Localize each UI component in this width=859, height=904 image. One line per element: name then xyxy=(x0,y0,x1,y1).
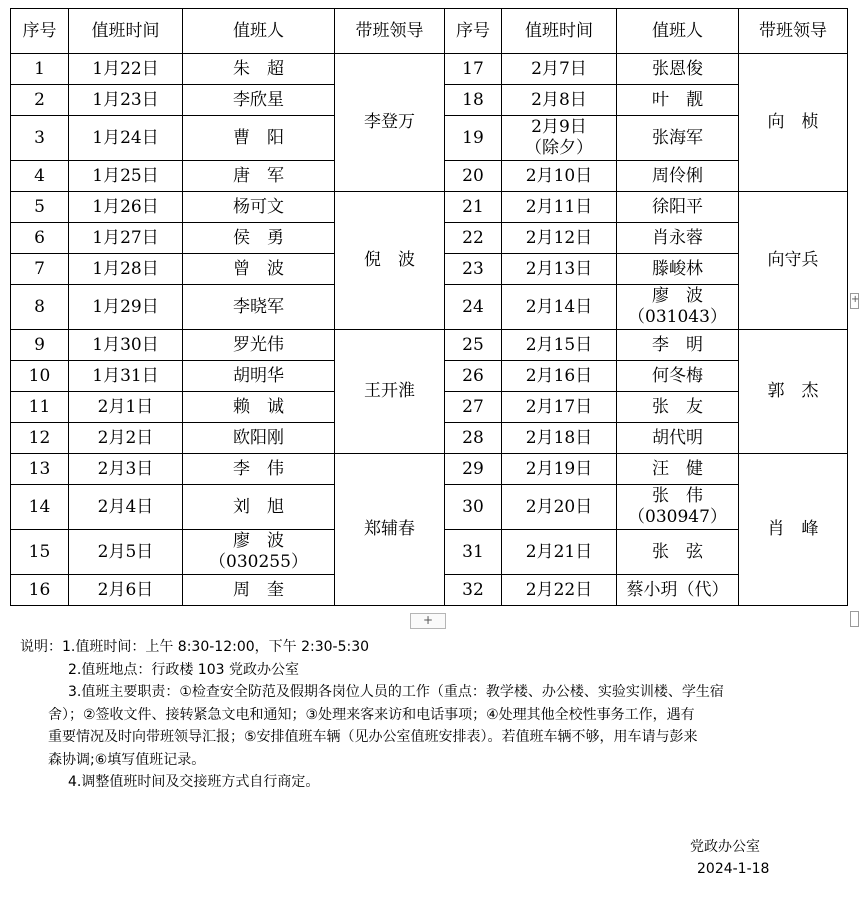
left-no-cell-text: 10 xyxy=(28,365,51,386)
left-leader-cell-text: 郑辅春 xyxy=(364,519,415,539)
right-no-cell-text: 23 xyxy=(462,258,484,279)
left-leader-cell xyxy=(335,54,445,192)
left-person-cell-text: 廖 波 xyxy=(233,531,284,551)
left-no-cell xyxy=(11,85,69,116)
left-date-cell-text: 2月1日 xyxy=(97,396,154,417)
right-person-cell xyxy=(617,54,739,85)
right-no-cell-text: 22 xyxy=(462,227,484,248)
table-row xyxy=(11,454,848,485)
left-no-cell-text: 2 xyxy=(34,89,45,110)
right-person-cell xyxy=(617,85,739,116)
right-date-cell xyxy=(502,530,617,575)
right-person-cell xyxy=(617,254,739,285)
right-no-cell xyxy=(445,485,502,530)
right-date-cell-text: 2月11日 xyxy=(525,196,593,217)
left-date-cell-text: 2月3日 xyxy=(97,458,154,479)
left-no-cell-text: 5 xyxy=(34,196,45,217)
left-date-cell-text: 1月23日 xyxy=(92,89,159,110)
right-person-cell xyxy=(617,575,739,606)
right-person-cell-text: 周伶俐 xyxy=(652,165,703,186)
right-date-cell-text: 2月22日 xyxy=(525,579,593,600)
left-person-cell-text: 杨可文 xyxy=(233,196,284,217)
header-time-right: 值班时间 xyxy=(502,9,617,54)
left-person-cell xyxy=(183,423,335,454)
right-person-cell xyxy=(617,361,739,392)
right-no-cell xyxy=(445,85,502,116)
right-date-cell-text: 2月17日 xyxy=(525,396,593,417)
header-no-right: 序号 xyxy=(445,9,502,54)
right-no-cell xyxy=(445,330,502,361)
left-no-cell xyxy=(11,254,69,285)
left-date-cell xyxy=(69,223,183,254)
right-person-cell-text: 蔡小玥（代） xyxy=(626,579,729,600)
left-person-cell xyxy=(183,330,335,361)
note-3-line-3: 重要情况及时向带班领导汇报；⑤安排值班车辆（见办公室值班安排表）。若值班车辆不够，用车请与彭来 xyxy=(48,729,698,745)
signature-office: 党政办公室 xyxy=(690,839,760,855)
right-date-cell xyxy=(502,161,617,192)
left-leader-cell-text: 李登万 xyxy=(364,112,415,132)
right-person-cell-text-2: （030947） xyxy=(628,507,727,527)
right-date-cell xyxy=(502,254,617,285)
header-leader-left: 带班领导 xyxy=(335,9,445,54)
left-no-cell-text: 3 xyxy=(34,127,45,148)
right-no-cell-text: 26 xyxy=(462,365,484,386)
left-person-cell xyxy=(183,285,335,330)
left-no-cell xyxy=(11,223,69,254)
right-person-cell-text: 肖永蓉 xyxy=(652,227,703,248)
left-person-cell-text: 李欣星 xyxy=(233,89,284,110)
right-date-cell-text: 2月16日 xyxy=(525,365,593,386)
left-no-cell-text: 15 xyxy=(28,541,51,562)
left-person-cell-text: 李 伟 xyxy=(233,458,284,479)
left-person-cell xyxy=(183,85,335,116)
right-no-cell-text: 19 xyxy=(462,127,484,148)
right-person-cell xyxy=(617,530,739,575)
left-date-cell xyxy=(69,575,183,606)
right-date-cell xyxy=(502,485,617,530)
right-date-cell xyxy=(502,223,617,254)
header-leader-right: 带班领导 xyxy=(739,9,848,54)
right-date-cell-text: 2月14日 xyxy=(525,296,593,317)
right-person-cell xyxy=(617,161,739,192)
left-person-cell-text: 李晓军 xyxy=(233,296,284,317)
table-row xyxy=(11,192,848,223)
left-person-cell xyxy=(183,485,335,530)
left-date-cell xyxy=(69,530,183,575)
right-no-cell xyxy=(445,454,502,485)
left-no-cell xyxy=(11,485,69,530)
note-2: 2.值班地点：行政楼 103 党政办公室 xyxy=(68,661,299,678)
left-no-cell-text: 12 xyxy=(28,427,51,448)
right-person-cell-text: 徐阳平 xyxy=(652,196,703,217)
right-leader-cell xyxy=(739,192,848,330)
right-leader-cell-text: 向守兵 xyxy=(767,250,819,270)
left-date-cell-text: 1月31日 xyxy=(92,365,159,386)
right-person-cell-text: 汪 健 xyxy=(652,458,703,479)
right-no-cell xyxy=(445,192,502,223)
left-leader-cell xyxy=(335,454,445,606)
left-date-cell-text: 2月5日 xyxy=(97,541,154,562)
right-date-cell xyxy=(502,116,617,161)
note-4: 4.调整值班时间及交接班方式自行商定。 xyxy=(68,774,320,790)
left-date-cell-text: 1月28日 xyxy=(92,258,159,279)
right-person-cell xyxy=(617,330,739,361)
left-date-cell-text: 1月30日 xyxy=(92,334,159,355)
right-person-cell-text: 张 伟 xyxy=(652,486,703,506)
left-leader-cell xyxy=(335,192,445,330)
left-no-cell xyxy=(11,392,69,423)
table-edge-handle[interactable] xyxy=(850,611,859,627)
left-person-cell xyxy=(183,161,335,192)
table-header-row xyxy=(11,9,848,54)
left-no-cell-text: 11 xyxy=(28,396,51,417)
right-person-cell xyxy=(617,285,739,330)
right-leader-cell xyxy=(739,54,848,192)
right-no-cell-text: 31 xyxy=(462,541,484,562)
right-no-cell xyxy=(445,530,502,575)
left-person-cell xyxy=(183,530,335,575)
table-row xyxy=(11,54,848,85)
left-no-cell-text: 8 xyxy=(34,296,45,317)
left-leader-cell xyxy=(335,330,445,454)
left-person-cell xyxy=(183,54,335,85)
right-no-cell-text: 30 xyxy=(462,496,484,517)
right-no-cell-text: 32 xyxy=(462,579,484,600)
right-leader-cell-text: 肖 峰 xyxy=(767,519,819,539)
left-leader-cell-text: 王开淮 xyxy=(364,381,415,401)
right-leader-cell-text: 向 桢 xyxy=(767,112,819,132)
left-date-cell-text: 1月24日 xyxy=(92,127,159,148)
left-date-cell xyxy=(69,485,183,530)
left-date-cell xyxy=(69,392,183,423)
left-person-cell-text-2: （030255） xyxy=(209,552,308,572)
right-person-cell-text: 滕峻林 xyxy=(652,258,703,279)
left-date-cell xyxy=(69,454,183,485)
left-date-cell-text: 2月6日 xyxy=(97,579,154,600)
right-no-cell xyxy=(445,254,502,285)
right-no-cell xyxy=(445,423,502,454)
right-date-cell-text: 2月20日 xyxy=(525,496,593,517)
left-person-cell-text: 朱 超 xyxy=(233,58,284,79)
right-person-cell xyxy=(617,485,739,530)
right-date-cell-text: 2月18日 xyxy=(525,427,593,448)
note-3-line-2: 舍）；②签收文件、接转紧急文电和通知；③处理来客来访和电话事项；④处理其他全校性事务工作，遇有 xyxy=(48,706,695,723)
left-no-cell-text: 1 xyxy=(34,58,45,79)
right-leader-cell xyxy=(739,330,848,454)
left-date-cell xyxy=(69,423,183,454)
right-no-cell xyxy=(445,392,502,423)
left-date-cell xyxy=(69,85,183,116)
right-person-cell-text: 叶 靓 xyxy=(652,89,703,110)
left-person-cell xyxy=(183,454,335,485)
right-no-cell xyxy=(445,116,502,161)
right-person-cell xyxy=(617,454,739,485)
right-date-cell-text: 2月7日 xyxy=(531,58,587,79)
left-date-cell xyxy=(69,361,183,392)
right-person-cell-text: 廖 波 xyxy=(652,286,703,306)
left-date-cell xyxy=(69,116,183,161)
left-person-cell-text: 曾 波 xyxy=(233,258,284,279)
notes-section xyxy=(20,636,856,794)
left-person-cell xyxy=(183,254,335,285)
left-person-cell xyxy=(183,192,335,223)
right-date-cell xyxy=(502,392,617,423)
left-date-cell-text: 1月27日 xyxy=(92,227,159,248)
table-row xyxy=(11,330,848,361)
left-person-cell-text: 罗光伟 xyxy=(233,334,284,355)
right-no-cell-text: 20 xyxy=(462,165,484,186)
right-leader-cell xyxy=(739,454,848,606)
right-no-cell xyxy=(445,223,502,254)
left-date-cell xyxy=(69,192,183,223)
right-date-cell xyxy=(502,454,617,485)
right-date-cell xyxy=(502,192,617,223)
right-no-cell-text: 17 xyxy=(462,58,484,79)
right-date-cell-text: 2月10日 xyxy=(525,165,593,186)
left-person-cell xyxy=(183,116,335,161)
right-date-cell xyxy=(502,423,617,454)
header-no-left: 序号 xyxy=(11,9,69,54)
note-3-line-1: 3.值班主要职责：①检查安全防范及假期各岗位人员的工作（重点：教学楼、办公楼、实验实训楼、学生宿 xyxy=(68,684,724,700)
left-date-cell-text: 2月4日 xyxy=(97,496,154,517)
right-person-cell xyxy=(617,223,739,254)
right-date-cell xyxy=(502,575,617,606)
right-no-cell xyxy=(445,575,502,606)
right-date-cell-text: 2月21日 xyxy=(525,541,593,562)
right-date-cell-text: 2月12日 xyxy=(525,227,593,248)
left-no-cell-text: 16 xyxy=(28,579,51,600)
left-date-cell-text: 1月22日 xyxy=(92,58,159,79)
right-date-cell-text: 2月9日 xyxy=(531,117,587,137)
left-leader-cell-text: 倪 波 xyxy=(364,250,415,270)
left-person-cell-text: 刘 旭 xyxy=(233,496,284,517)
right-no-cell-text: 28 xyxy=(462,427,484,448)
right-date-cell xyxy=(502,54,617,85)
left-person-cell-text: 胡明华 xyxy=(233,365,284,386)
right-no-cell xyxy=(445,161,502,192)
left-no-cell xyxy=(11,530,69,575)
left-no-cell-text: 9 xyxy=(34,334,45,355)
right-leader-cell-text: 郭 杰 xyxy=(767,381,819,401)
note-3-line-4: 森协调;⑥填写值班记录。 xyxy=(48,751,206,768)
right-date-cell-text-2: （除夕） xyxy=(525,138,593,158)
left-no-cell xyxy=(11,116,69,161)
right-no-cell-text: 29 xyxy=(462,458,484,479)
left-no-cell xyxy=(11,192,69,223)
left-person-cell xyxy=(183,223,335,254)
left-person-cell xyxy=(183,392,335,423)
right-person-cell xyxy=(617,423,739,454)
left-person-cell-text: 曹 阳 xyxy=(233,127,284,148)
right-date-cell-text: 2月15日 xyxy=(525,334,593,355)
right-person-cell-text: 张 友 xyxy=(652,396,703,417)
left-no-cell xyxy=(11,161,69,192)
right-person-cell xyxy=(617,392,739,423)
table-resize-handle[interactable]: + xyxy=(850,293,859,309)
right-person-cell-text: 胡代明 xyxy=(652,427,703,448)
right-date-cell-text: 2月13日 xyxy=(525,258,593,279)
right-no-cell-text: 24 xyxy=(462,296,484,317)
right-person-cell-text: 李 明 xyxy=(652,334,703,355)
left-date-cell xyxy=(69,330,183,361)
right-no-cell xyxy=(445,285,502,330)
left-date-cell xyxy=(69,254,183,285)
left-no-cell-text: 14 xyxy=(28,496,51,517)
left-no-cell xyxy=(11,54,69,85)
right-no-cell xyxy=(445,361,502,392)
left-person-cell-text: 周 奎 xyxy=(233,579,284,600)
right-date-cell-text: 2月19日 xyxy=(525,458,593,479)
left-date-cell-text: 1月25日 xyxy=(92,165,159,186)
header-person-right: 值班人 xyxy=(617,9,739,54)
left-no-cell-text: 4 xyxy=(34,165,45,186)
duty-schedule-table xyxy=(10,8,848,606)
right-date-cell xyxy=(502,285,617,330)
left-no-cell xyxy=(11,285,69,330)
right-person-cell-text: 何冬梅 xyxy=(652,365,703,386)
left-no-cell-text: 6 xyxy=(34,227,45,248)
left-no-cell xyxy=(11,454,69,485)
right-person-cell-text: 张 弦 xyxy=(652,541,703,562)
right-no-cell-text: 25 xyxy=(462,334,484,355)
right-date-cell xyxy=(502,330,617,361)
right-date-cell xyxy=(502,85,617,116)
right-no-cell-text: 27 xyxy=(462,396,484,417)
right-person-cell-text-2: （031043） xyxy=(628,307,727,327)
note-1: 说明：1.值班时间：上午 8:30-12:00，下午 2:30-5:30 xyxy=(20,639,370,655)
right-no-cell-text: 21 xyxy=(462,196,484,217)
right-person-cell xyxy=(617,116,739,161)
left-no-cell xyxy=(11,575,69,606)
left-date-cell xyxy=(69,54,183,85)
header-time-left: 值班时间 xyxy=(69,9,183,54)
left-date-cell-text: 1月26日 xyxy=(92,196,159,217)
header-person-left: 值班人 xyxy=(183,9,335,54)
left-no-cell xyxy=(11,423,69,454)
right-person-cell-text: 张恩俊 xyxy=(652,58,703,79)
add-row-button[interactable]: + xyxy=(410,613,446,629)
left-date-cell xyxy=(69,161,183,192)
left-date-cell-text: 1月29日 xyxy=(92,296,159,317)
right-date-cell xyxy=(502,361,617,392)
signature-date: 2024-1-18 xyxy=(697,861,770,877)
left-person-cell-text: 赖 诚 xyxy=(233,396,284,417)
left-no-cell xyxy=(11,361,69,392)
left-no-cell xyxy=(11,330,69,361)
right-person-cell xyxy=(617,192,739,223)
left-person-cell-text: 侯 勇 xyxy=(233,227,284,248)
left-no-cell-text: 13 xyxy=(28,458,51,479)
left-date-cell-text: 2月2日 xyxy=(97,427,154,448)
right-person-cell-text: 张海军 xyxy=(652,127,703,148)
left-person-cell xyxy=(183,361,335,392)
left-person-cell-text: 唐 军 xyxy=(233,165,284,186)
left-person-cell-text: 欧阳刚 xyxy=(233,427,284,448)
right-no-cell-text: 18 xyxy=(462,89,484,110)
left-date-cell xyxy=(69,285,183,330)
right-date-cell-text: 2月8日 xyxy=(531,89,587,110)
left-person-cell xyxy=(183,575,335,606)
left-no-cell-text: 7 xyxy=(34,258,45,279)
right-no-cell xyxy=(445,54,502,85)
